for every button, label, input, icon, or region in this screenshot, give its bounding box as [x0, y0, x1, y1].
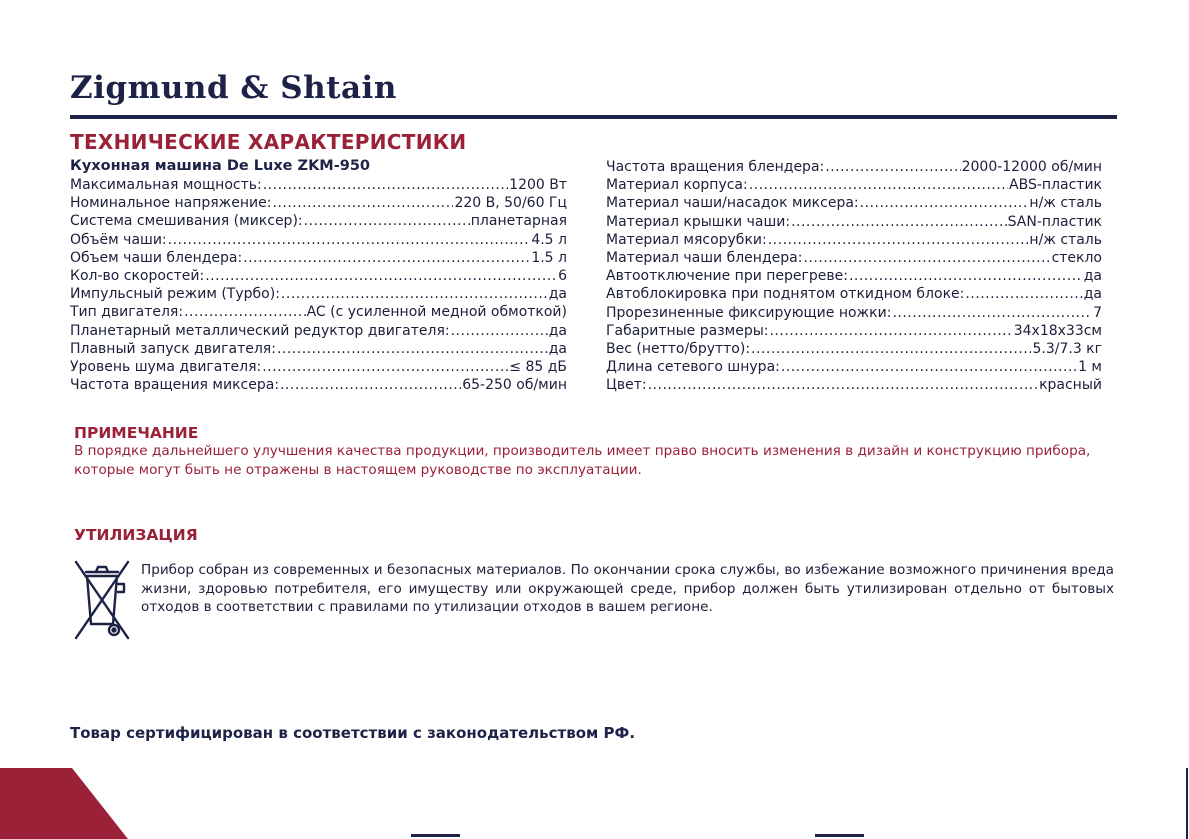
- certification-text: Товар сертифицирован в соответствии с законодательством РФ.: [70, 724, 636, 742]
- spec-value: 1 м: [1078, 359, 1102, 376]
- brand-logo: Zigmund & Shtain: [70, 70, 397, 106]
- leader-dots: [768, 231, 1029, 249]
- page-edge-mark: [1186, 768, 1188, 839]
- crossed-bin-icon: [72, 558, 132, 642]
- spec-label: Частота вращения миксера:: [70, 377, 280, 394]
- spec-value: стекло: [1051, 249, 1102, 266]
- spec-label: Импульсный режим (Турбо):: [70, 286, 280, 303]
- spec-value: ≤ 85 дБ: [509, 358, 567, 375]
- spec-value: красный: [1039, 377, 1102, 394]
- spec-label: Материал корпуса:: [606, 177, 748, 194]
- leader-dots: [243, 249, 530, 267]
- spec-row: [70, 212, 567, 230]
- note-text: В порядке дальнейшего улучшения качества продукции, производитель имеет право вносить изменения в дизайн и конструкцию прибора, которые могут быть не отражены в настоящем руководстве по эксплуатации.: [74, 443, 1091, 478]
- spec-value: да: [548, 322, 567, 339]
- spec-value: да: [548, 286, 567, 303]
- spec-row: [606, 249, 1102, 267]
- spec-label: Номинальное напряжение:: [70, 195, 272, 212]
- page-tick: [815, 834, 864, 837]
- leader-dots: [825, 158, 960, 176]
- leader-dots: [749, 176, 1008, 194]
- spec-row: [70, 322, 567, 340]
- spec-label: Длина сетевого шнура:: [606, 359, 780, 376]
- spec-label: Объём чаши:: [70, 231, 167, 248]
- spec-row: [70, 249, 567, 267]
- leader-dots: [892, 304, 1092, 322]
- spec-value: 1.5 л: [531, 249, 567, 266]
- leader-dots: [184, 303, 306, 321]
- spec-label: Максимальная мощность:: [70, 177, 262, 193]
- spec-value: 6: [558, 267, 567, 284]
- leader-dots: [849, 267, 1083, 285]
- leader-dots: [205, 267, 557, 285]
- leader-dots: [272, 194, 453, 212]
- spec-row: [70, 267, 567, 285]
- leader-dots: [769, 322, 1012, 340]
- spec-row: [606, 322, 1102, 340]
- spec-row: [606, 358, 1102, 376]
- specs-left-list: [70, 176, 567, 394]
- spec-value: н/ж сталь: [1029, 231, 1102, 248]
- disposal-text: Прибор собран из современных и безопасных материалов. По окончании срока службы, во избежание возможного причинения вреда жизни, здоровью потребителя, его имуществу или окружающей среде, прибор должен быть утилизирован отдельно от бытовых отходов в соответствии с правилами по утилизации отходов в вашем регионе.: [141, 562, 1114, 615]
- spec-label: Цвет:: [606, 377, 647, 394]
- section-title: ТЕХНИЧЕСКИЕ ХАРАКТЕРИСТИКИ: [70, 130, 467, 154]
- spec-value: 34x18x33см: [1013, 322, 1102, 339]
- spec-value: н/ж сталь: [1029, 195, 1102, 212]
- spec-row: [606, 340, 1102, 358]
- disposal-title: УТИЛИЗАЦИЯ: [74, 526, 198, 544]
- spec-value: 65-250 об/мин: [462, 377, 567, 394]
- page-tick: [411, 834, 460, 837]
- leader-dots: [965, 285, 1082, 303]
- spec-value: 1200 Вт: [509, 177, 567, 193]
- spec-label: Материал чаши/насадок миксера:: [606, 195, 859, 212]
- spec-row: [606, 376, 1102, 394]
- spec-row: [606, 176, 1102, 194]
- leader-dots: [781, 358, 1077, 376]
- spec-label: Объем чаши блендера:: [70, 249, 243, 266]
- leader-dots: [648, 376, 1038, 394]
- leader-dots: [803, 249, 1050, 267]
- spec-value: AC (с усиленной медной обмоткой): [306, 304, 567, 321]
- spec-row: [70, 285, 567, 303]
- spec-label: Частота вращения блендера:: [606, 159, 825, 175]
- spec-row: [606, 231, 1102, 249]
- spec-value: планетарная: [470, 213, 567, 230]
- spec-value: 5.3/7.3 кг: [1032, 340, 1102, 357]
- spec-row: [70, 231, 567, 249]
- spec-label: Прорезиненные фиксирующие ножки:: [606, 304, 892, 321]
- spec-value: 220 В, 50/60 Гц: [454, 195, 567, 212]
- spec-row: [70, 303, 567, 321]
- spec-label: Тип двигателя:: [70, 304, 184, 321]
- corner-accent: [0, 768, 128, 839]
- spec-value: 7: [1093, 304, 1102, 321]
- spec-value: ABS-пластик: [1009, 177, 1102, 194]
- leader-dots: [304, 212, 470, 230]
- leader-dots: [277, 340, 548, 358]
- spec-label: Материал мясорубки:: [606, 231, 767, 248]
- leader-dots: [262, 358, 508, 376]
- spec-row: [70, 176, 567, 194]
- spec-row: [606, 194, 1102, 212]
- spec-label: Материал чаши блендера:: [606, 249, 803, 266]
- spec-value: да: [1083, 286, 1102, 303]
- spec-row: [70, 340, 567, 358]
- note-title: ПРИМЕЧАНИЕ: [74, 424, 199, 442]
- spec-label: Автоотключение при перегреве:: [606, 268, 848, 285]
- spec-label: Автоблокировка при поднятом откидном блоке:: [606, 286, 965, 303]
- leader-dots: [751, 340, 1031, 358]
- spec-row: [70, 376, 567, 394]
- spec-row: [70, 194, 567, 212]
- spec-row: [606, 158, 1102, 176]
- spec-value: да: [1083, 268, 1102, 285]
- spec-label: Кол-во скоростей:: [70, 267, 205, 284]
- leader-dots: [263, 176, 508, 194]
- leader-dots: [281, 285, 548, 303]
- spec-value: 2000-12000 об/мин: [961, 159, 1102, 175]
- leader-dots: [860, 194, 1029, 212]
- model-name: Кухонная машина De Luxe ZKM-950: [70, 158, 371, 174]
- leader-dots: [168, 231, 531, 249]
- spec-value: SAN-пластик: [1007, 213, 1102, 230]
- spec-label: Вес (нетто/брутто):: [606, 340, 751, 357]
- spec-label: Габаритные размеры:: [606, 322, 769, 339]
- spec-label: Система смешивания (миксер):: [70, 213, 303, 230]
- spec-row: [606, 213, 1102, 231]
- spec-row: [606, 285, 1102, 303]
- spec-label: Материал крышки чаши:: [606, 213, 791, 230]
- header-rule: [70, 115, 1117, 119]
- spec-label: Уровень шума двигателя:: [70, 358, 262, 375]
- leader-dots: [791, 213, 1007, 231]
- spec-value: да: [548, 340, 567, 357]
- spec-row: [70, 358, 567, 376]
- spec-label: Планетарный металлический редуктор двигателя:: [70, 322, 450, 339]
- spec-value: 4.5 л: [531, 231, 567, 248]
- specs-right-list: [606, 158, 1102, 394]
- spec-label: Плавный запуск двигателя:: [70, 340, 276, 357]
- spec-row: [606, 267, 1102, 285]
- leader-dots: [280, 376, 461, 394]
- leader-dots: [451, 322, 548, 340]
- spec-row: [606, 304, 1102, 322]
